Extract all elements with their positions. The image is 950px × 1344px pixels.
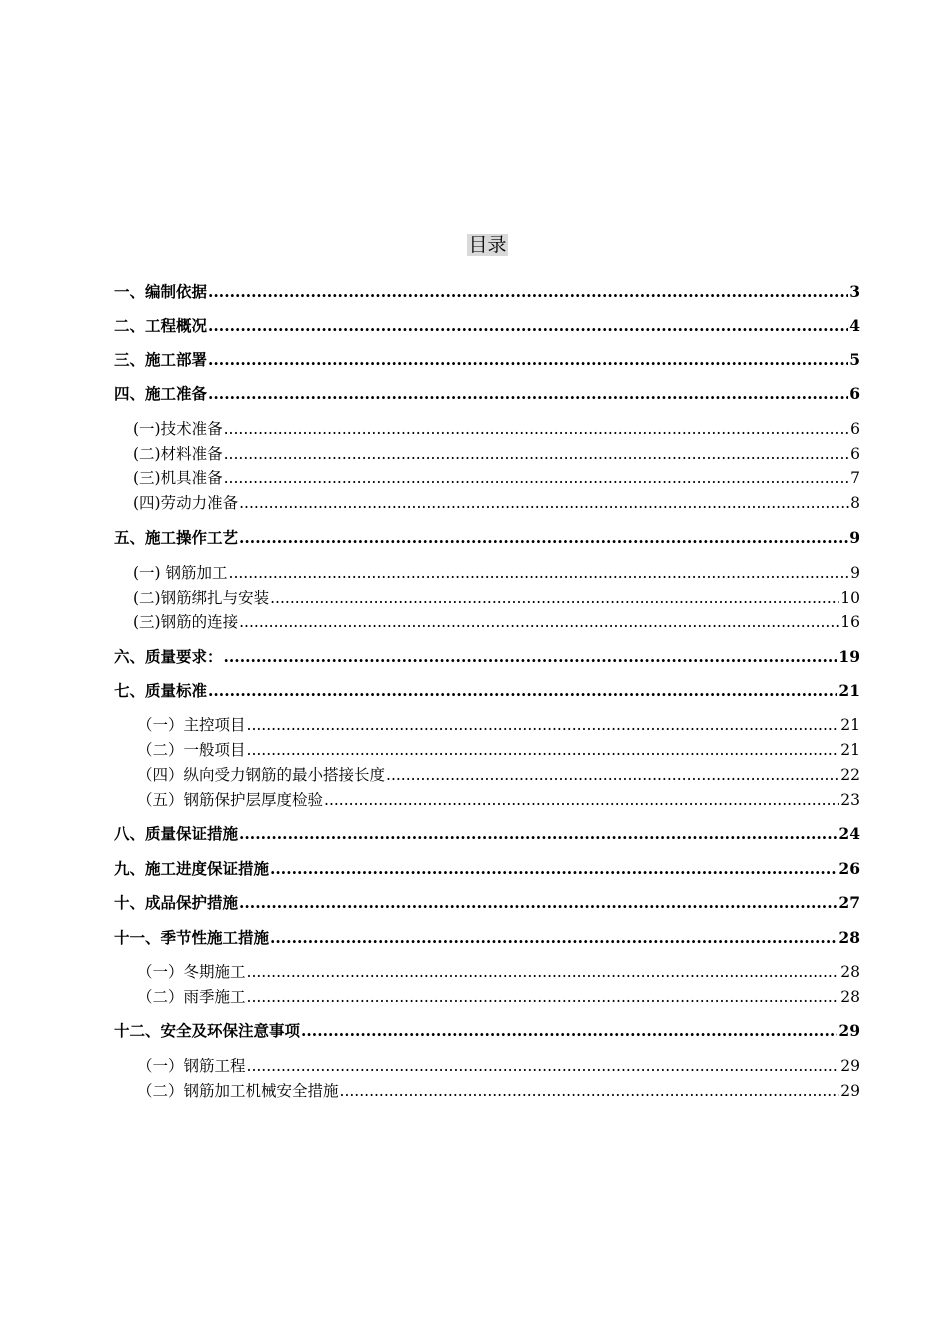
- toc-entry[interactable]: [114, 647, 860, 667]
- toc-entry-page: 7: [850, 469, 860, 487]
- toc-entry-label: 七、质量标准: [114, 681, 208, 700]
- toc-entry-label: 十二、安全及环保注意事项: [114, 1021, 301, 1040]
- toc-dot-leader: [247, 962, 840, 982]
- toc-entry-page: 28: [838, 928, 860, 947]
- toc-entry[interactable]: [137, 987, 860, 1007]
- toc-dot-leader: [239, 612, 839, 632]
- toc-entry-page: 16: [840, 613, 860, 631]
- toc-entry-page: 6: [849, 384, 860, 403]
- toc-entry-page: 24: [838, 824, 860, 843]
- toc-dot-leader: [301, 1021, 837, 1041]
- toc-entry-page: 21: [840, 741, 860, 759]
- toc-entry-page: 4: [849, 316, 860, 335]
- toc-entry-label: （一）钢筋工程: [137, 1057, 246, 1075]
- toc-entry[interactable]: [114, 1021, 860, 1041]
- toc-entry[interactable]: [137, 1056, 860, 1076]
- toc-entry-page: 9: [850, 564, 860, 582]
- toc-dot-leader: [270, 588, 839, 608]
- toc-dot-leader: [224, 444, 850, 464]
- toc-entry-label: 四、施工准备: [114, 384, 208, 403]
- toc-entry[interactable]: [133, 612, 860, 632]
- toc-dot-leader: [270, 928, 837, 948]
- toc-dot-leader: [386, 765, 839, 785]
- toc-dot-leader: [239, 893, 837, 913]
- toc-entry[interactable]: [133, 563, 860, 583]
- toc-entry[interactable]: [114, 350, 860, 370]
- toc-entry-page: 23: [840, 791, 860, 809]
- toc-entry-page: 3: [849, 282, 860, 301]
- toc-entry-label: (二)材料准备: [133, 445, 223, 463]
- toc-entry-label: 二、工程概况: [114, 316, 208, 335]
- toc-entry-label: （二）雨季施工: [137, 988, 246, 1006]
- toc-entry[interactable]: [137, 1081, 860, 1101]
- toc-dot-leader: [247, 1056, 840, 1076]
- toc-dot-leader: [239, 528, 848, 548]
- toc-dot-leader: [208, 350, 848, 370]
- toc-entry[interactable]: [133, 419, 860, 439]
- toc-entry[interactable]: [133, 468, 860, 488]
- toc-entry[interactable]: [133, 493, 860, 513]
- toc-entry-label: （二）钢筋加工机械安全措施: [137, 1082, 339, 1100]
- toc-entry-page: 6: [850, 445, 860, 463]
- toc-dot-leader: [208, 282, 848, 302]
- toc-entry[interactable]: [114, 893, 860, 913]
- toc-dot-leader: [208, 384, 848, 404]
- toc-entry-page: 19: [838, 647, 860, 666]
- toc-dot-leader: [239, 493, 849, 513]
- toc-entry-page: 27: [838, 893, 860, 912]
- toc-entry-page: 26: [838, 859, 860, 878]
- toc-entry[interactable]: [133, 588, 860, 608]
- toc-entry-label: 九、施工进度保证措施: [114, 859, 270, 878]
- toc-entry-label: (一) 钢筋加工: [133, 564, 228, 582]
- toc-entry[interactable]: [114, 282, 860, 302]
- toc-entry-page: 21: [840, 716, 860, 734]
- toc-entry[interactable]: [114, 928, 860, 948]
- toc-entry-label: （五）钢筋保护层厚度检验: [137, 791, 324, 809]
- toc-dot-leader: [324, 790, 839, 810]
- toc-entry-label: (三)机具准备: [133, 469, 223, 487]
- toc-entry-page: 29: [840, 1057, 860, 1075]
- toc-entry-label: (四)劳动力准备: [133, 494, 239, 512]
- toc-entry[interactable]: [137, 790, 860, 810]
- toc-entry-label: 五、施工操作工艺: [114, 528, 239, 547]
- toc-dot-leader: [247, 740, 840, 760]
- toc-entry[interactable]: [114, 824, 860, 844]
- toc-entry[interactable]: [137, 740, 860, 760]
- toc-entry-page: 28: [840, 963, 860, 981]
- toc-dot-leader: [224, 647, 838, 667]
- toc-entry-label: 六、质量要求：: [114, 647, 223, 666]
- toc-dot-leader: [229, 563, 850, 583]
- toc-entry-page: 8: [850, 494, 860, 512]
- toc-dot-leader: [239, 824, 837, 844]
- toc-entry-page: 9: [849, 528, 860, 547]
- toc-entry[interactable]: [114, 528, 860, 548]
- toc-entry[interactable]: [114, 681, 860, 701]
- toc-title-text: 目录: [468, 234, 507, 256]
- toc-entry-label: （二）一般项目: [137, 741, 246, 759]
- toc-dot-leader: [208, 681, 837, 701]
- toc-entry[interactable]: [137, 765, 860, 785]
- toc-dot-leader: [224, 419, 850, 439]
- toc-dot-leader: [340, 1081, 840, 1101]
- toc-dot-leader: [270, 859, 837, 879]
- toc-entry-page: 10: [840, 589, 860, 607]
- toc-entry-label: （一）冬期施工: [137, 963, 246, 981]
- toc-entry-label: 八、质量保证措施: [114, 824, 239, 843]
- toc-entry-page: 5: [849, 350, 860, 369]
- toc-entry[interactable]: [114, 316, 860, 336]
- toc-entry-label: 十、成品保护措施: [114, 893, 239, 912]
- toc-dot-leader: [224, 468, 850, 488]
- toc-entry-label: （四）纵向受力钢筋的最小搭接长度: [137, 766, 386, 784]
- toc-entry-label: (三)钢筋的连接: [133, 613, 239, 631]
- toc-entry-label: 十一、季节性施工措施: [114, 928, 270, 947]
- toc-entry[interactable]: [137, 715, 860, 735]
- toc-entry-page: 22: [840, 766, 860, 784]
- toc-entry-page: 29: [840, 1082, 860, 1100]
- toc-entry[interactable]: [137, 962, 860, 982]
- toc-entry-page: 28: [840, 988, 860, 1006]
- toc-dot-leader: [208, 316, 848, 336]
- toc-dot-leader: [247, 715, 840, 735]
- toc-entry-label: 一、编制依据: [114, 282, 208, 301]
- toc-entry-label: （一）主控项目: [137, 716, 246, 734]
- toc-entry[interactable]: [133, 444, 860, 464]
- toc-entry[interactable]: [114, 859, 860, 879]
- toc-entry-page: 6: [850, 420, 860, 438]
- toc-entry-page: 29: [838, 1021, 860, 1040]
- toc-entry-label: 三、施工部署: [114, 350, 208, 369]
- toc-entry-label: (二)钢筋绑扎与安装: [133, 589, 270, 607]
- toc-entry[interactable]: [114, 384, 860, 404]
- toc-entry-label: (一)技术准备: [133, 420, 223, 438]
- toc-entry-page: 21: [838, 681, 860, 700]
- toc-dot-leader: [247, 987, 840, 1007]
